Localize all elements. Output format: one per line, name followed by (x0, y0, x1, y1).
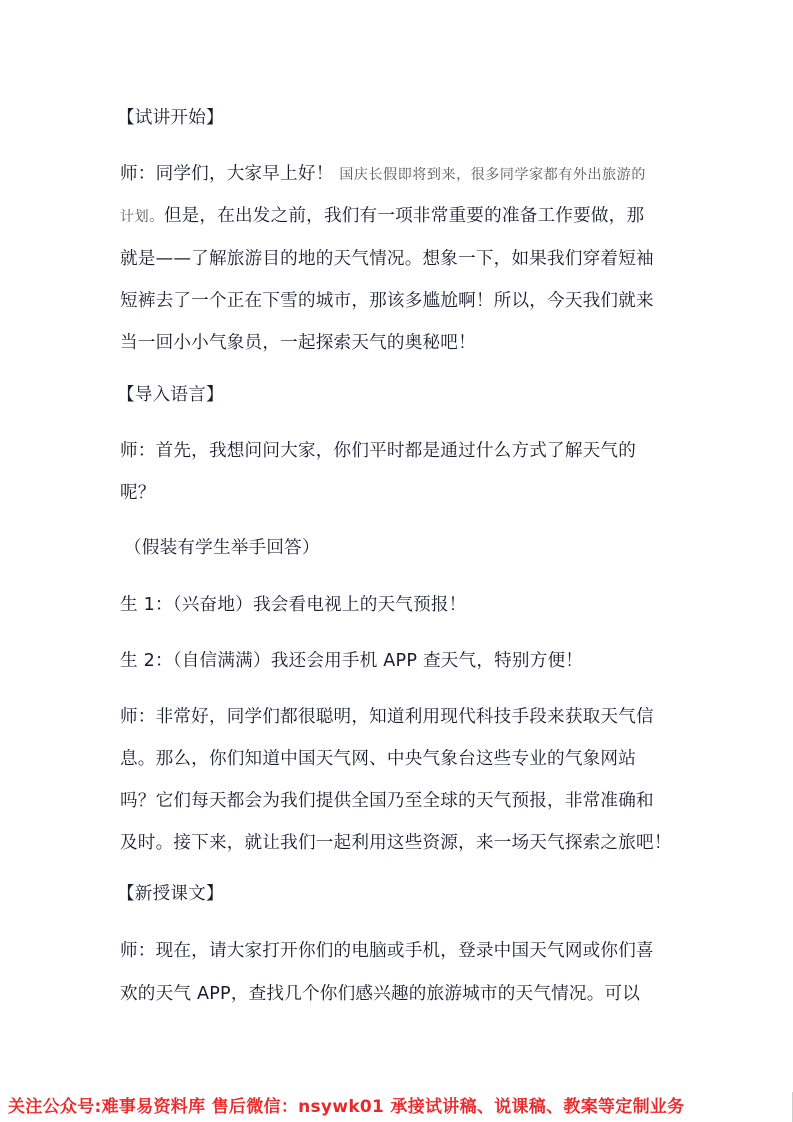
aside-text: 国庆长假即将到来，很多同学家都有外出旅游的 (339, 167, 646, 183)
paragraph-line: 短裤去了一个正在下雪的城市，那该多尴尬啊！所以，今天我们就来 (120, 291, 654, 311)
footer-promo-text: 关注公众号:难事易资料库 售后微信：nsywk01 承接试讲稿、说课稿、教案等定制业务 (8, 1097, 685, 1117)
paragraph-line: 师：首先，我想问问大家，你们平时都是通过什么方式了解天气的 (120, 441, 637, 461)
paragraph-line: 呢？ (120, 483, 156, 503)
paragraph-line: 师：现在，请大家打开你们的电脑或手机，登录中国天气网或你们喜 (120, 941, 654, 961)
student-1-line: 生 1：（兴奋地）我会看电视上的天气预报！ (120, 595, 467, 615)
paragraph-line: 息。那么，你们知道中国天气网、中央气象台这些专业的气象网站 (120, 749, 637, 769)
paragraph-line: 及时。接下来，就让我们一起利用这些资源，来一场天气探索之旅吧！ (120, 833, 672, 853)
section-heading-new-lesson: 【新授课文】 (117, 884, 224, 904)
paragraph-line: 吗？它们每天都会为我们提供全国乃至全球的天气预报，非常准确和 (120, 791, 654, 811)
student-2-line: 生 2：（自信满满）我还会用手机 APP 查天气，特别方便！ (120, 651, 584, 671)
paragraph-text: 但是，在出发之前，我们有一项非常重要的准备工作要做，那 (163, 206, 645, 226)
paragraph-line: 师：非常好，同学们都很聪明，知道利用现代科技手段来获取天气信 (120, 707, 654, 727)
aside-text: 计划。 (120, 209, 164, 225)
section-heading-trial-start: 【试讲开始】 (117, 108, 224, 128)
stage-direction: （假装有学生举手回答） (124, 538, 320, 558)
paragraph-line: 当一回小小气象员，一起探索天气的奥秘吧！ (120, 333, 476, 353)
paragraph-line: 欢的天气 APP，查找几个你们感兴趣的旅游城市的天气情况。可以 (120, 984, 641, 1004)
section-heading-intro-language: 【导入语言】 (117, 385, 224, 405)
paragraph-line (120, 204, 644, 229)
paragraph-line (120, 162, 646, 187)
paragraph-line: 就是——了解旅游目的地的天气情况。想象一下，如果我们穿着短袖 (120, 249, 654, 269)
teacher-greeting: 师：同学们，大家早上好！ (120, 164, 334, 184)
